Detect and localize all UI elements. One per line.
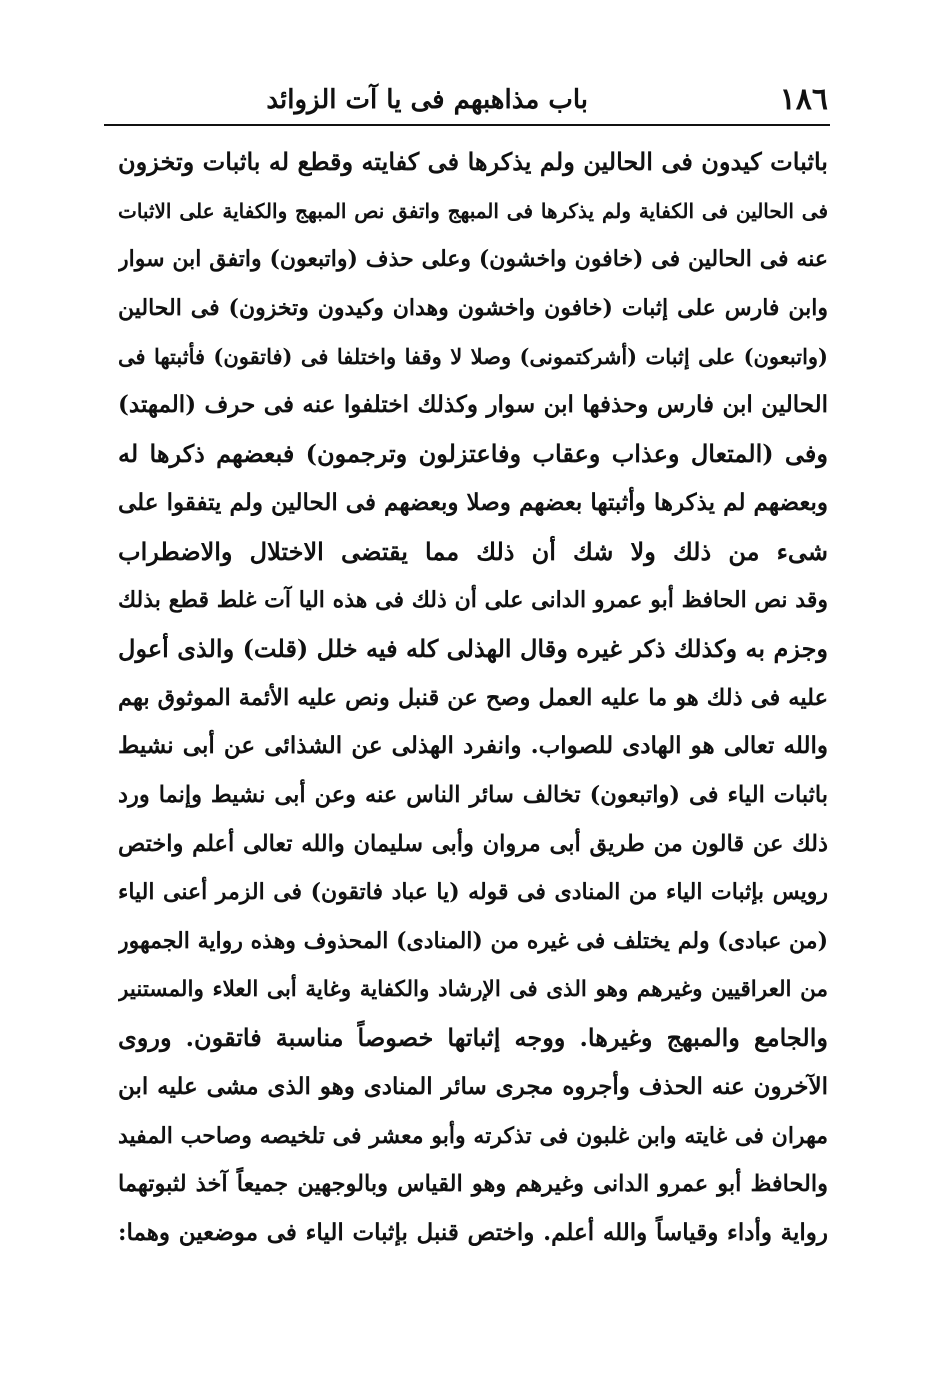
text-line: الحالين ابن فارس وحذفها ابن سوار وكذلك اختلفوا عنه فى حرف (المهتد) (118, 391, 828, 419)
text-line: وبعضهم لم يذكرها وأثبتها بعضهم وصلا وبعضهم فى الحالين ولم يتفقوا على (118, 488, 828, 516)
text-line: من العراقيين وغيرهم وهو الذى فى الإرشاد والكفاية وغاية أبى العلاء والمستنير (118, 976, 828, 1002)
body-text (118, 138, 828, 1258)
text-line: وقد نص الحافظ أبو عمرو الدانى على أن ذلك فى هذه اليا آت غلط قطع بذلك (118, 587, 828, 614)
header-divider (104, 124, 830, 126)
text-line: رواية وأداء وقياساً والله أعلم. واختص قنبل بإثبات الياء فى موضعين وهما: (118, 1219, 828, 1247)
text-line: وفى (المتعال وعذاب وعقاب وفاعتزلون وترجمون) فبعضهم ذكرها له (118, 439, 828, 469)
page-number: ١٨٦ (779, 82, 828, 117)
text-line: شىء من ذلك ولا شك أن ذلك مما يقتضى الاختلال والاضطراب (118, 536, 828, 566)
text-line: باثبات الياء فى (واتبعون) تخالف سائر الناس عنه وعن أبى نشيط وإنما ورد (118, 781, 828, 808)
text-line: (من عبادى) ولم يختلف فى غيره من (المنادى) المحذوف وهذه رواية الجمهور (118, 928, 828, 954)
text-line: وابن فارس على إثبات (خافون واخشون وهدان وكيدون وتخزون) فى الحالين (118, 295, 828, 322)
text-line: وجزم به وكذلك ذكر غيره وقال الهذلى كله فيه خلل (قلت) والذى أعول (118, 633, 828, 663)
text-line: عليه فى ذلك هو ما عليه العمل وصح عن قنبل ونص عليه الأئمة الموثوق بهم (118, 684, 828, 711)
page-header (118, 80, 828, 120)
text-line: والجامع والمبهج وغيرها. ووجه إثباتها خصوصاً مناسبة فاتقون. وروى (118, 1023, 828, 1053)
text-line: رويس بإثبات الياء من المنادى فى قوله (يا عباد فاتقون) فى الزمر أعنى الياء (118, 879, 828, 906)
text-line: والحافظ أبو عمرو الدانى وغيرهم وهو القياس وبالوجهين جميعاً آخذ لثبوتهما (118, 1171, 828, 1198)
text-line: (واتبعون) على إثبات (أشركتمونى) وصلا لا وقفا واختلفا فى (فاتقون) فأثبتها فى (118, 343, 828, 369)
text-line: عنه فى الحالين فى (خافون واخشون) وعلى حذف (واتبعون) واتفق ابن سوار (118, 246, 828, 273)
running-title: باب مذاهبهم فى يا آت الزوائد (266, 85, 588, 115)
text-line: فى الحالين فى الكفاية ولم يذكرها فى المبهج واتفق نص المبهج والكفاية على الاثبات (118, 198, 828, 223)
text-line: باثبات كيدون فى الحالين ولم يذكرها فى كفايته وقطع له باثبات وتخزون (118, 147, 828, 176)
text-line: والله تعالى هو الهادى للصواب. وانفرد الهذلى عن الشذائى عن أبى نشيط (118, 732, 828, 760)
text-line: الآخرون عنه الحذف وأجروه مجرى سائر المنادى وهو الذى مشى عليه ابن (118, 1073, 828, 1101)
text-line: ذلك عن قالون من طريق أبى مروان وأبى سليمان والله تعالى أعلم واختص (118, 830, 828, 857)
text-line: مهران فى غايته وابن غلبون فى تذكرته وأبو معشر فى تلخيصه وصاحب المفيد (118, 1122, 828, 1149)
